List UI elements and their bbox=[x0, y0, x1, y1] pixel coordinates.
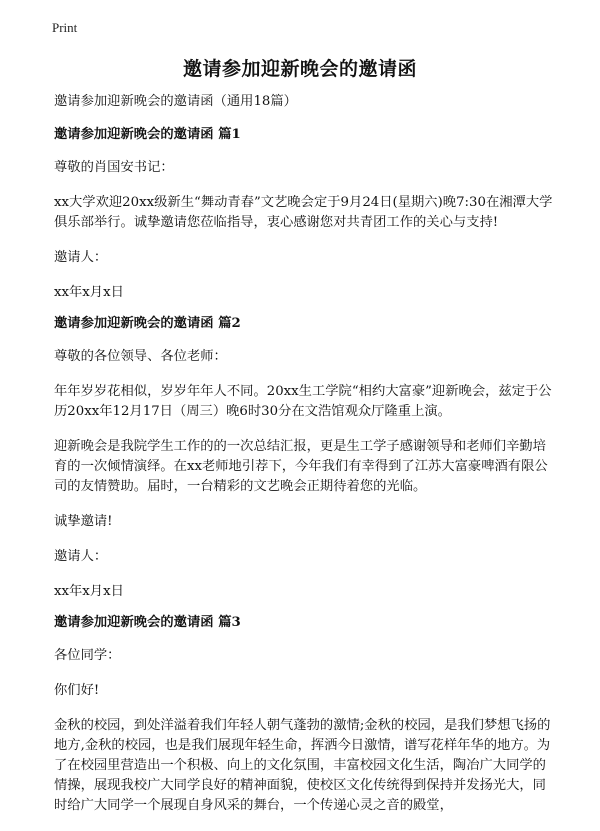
section-3 bbox=[54, 613, 554, 816]
document-subtitle: 邀请参加迎新晚会的邀请函（通用18篇） bbox=[54, 94, 297, 109]
section-heading: 邀请参加迎新晚会的邀请函 篇3 bbox=[54, 615, 241, 630]
section-heading: 邀请参加迎新晚会的邀请函 篇1 bbox=[54, 127, 241, 142]
section-2 bbox=[54, 314, 554, 602]
body-paragraph: 年年岁岁花相似，岁岁年年人不同。20xx生工学院“相约大富豪”迎新晚会，兹定于公历20xx年12月17日（周三）晚6时30分在文浩馆观众厅隆重上演。 bbox=[54, 384, 552, 419]
closing-line: 诚挚邀请! bbox=[54, 514, 113, 529]
body-paragraph: xx大学欢迎20xx级新生“舞动青春”文艺晚会定于9月24日(星期六)晚7:30在湘潭大学俱乐部举行。诚挚邀请您莅临指导，衷心感谢您对共青团工作的关心与支持! bbox=[54, 195, 553, 230]
date-line: xx年x月x日 bbox=[54, 584, 124, 599]
body-paragraph: 迎新晚会是我院学生工作的的一次总结汇报，更是生工学子感谢领导和老师们辛勤培育的一次倾情演绎。在xx老师地引荐下，今年我们有幸得到了江苏大富豪啤酒有限公司的友情赞助。届时，一台精彩的文艺晚会正期待着您的光临。 bbox=[54, 439, 548, 494]
section-heading: 邀请参加迎新晚会的邀请函 篇2 bbox=[54, 316, 241, 331]
section-1 bbox=[54, 125, 554, 303]
inviter-label: 邀请人： bbox=[54, 250, 108, 265]
document-title: 邀请参加迎新晚会的邀请函 bbox=[182, 58, 417, 80]
salutation: 尊敬的肖国安书记： bbox=[54, 160, 174, 175]
salutation: 各位同学： bbox=[54, 648, 121, 663]
print-link[interactable]: Print bbox=[52, 20, 78, 35]
inviter-label: 邀请人： bbox=[54, 549, 108, 564]
greeting: 你们好! bbox=[54, 683, 100, 698]
salutation: 尊敬的各位领导、各位老师： bbox=[54, 349, 227, 364]
body-paragraph: 金秋的校园，到处洋溢着我们年轻人朝气蓬勃的激情;金秋的校园，是我们梦想飞扬的地方,金秋的校园，也是我们展现年轻生命，挥洒今日激情，谱写花样年华的地方。为了在校园里营造出一个积极、向上的文化氛围，丰富校园文化生活，陶冶广大同学的情操，展现我校广大同学良好的精神面貌，使校区文化传统得到保持并发扬光大，同时给广大同学一个展现自身风采的舞台，一个传递心灵之音的殿堂， bbox=[54, 718, 551, 813]
document-body bbox=[54, 92, 554, 831]
date-line: xx年x月x日 bbox=[54, 285, 124, 300]
